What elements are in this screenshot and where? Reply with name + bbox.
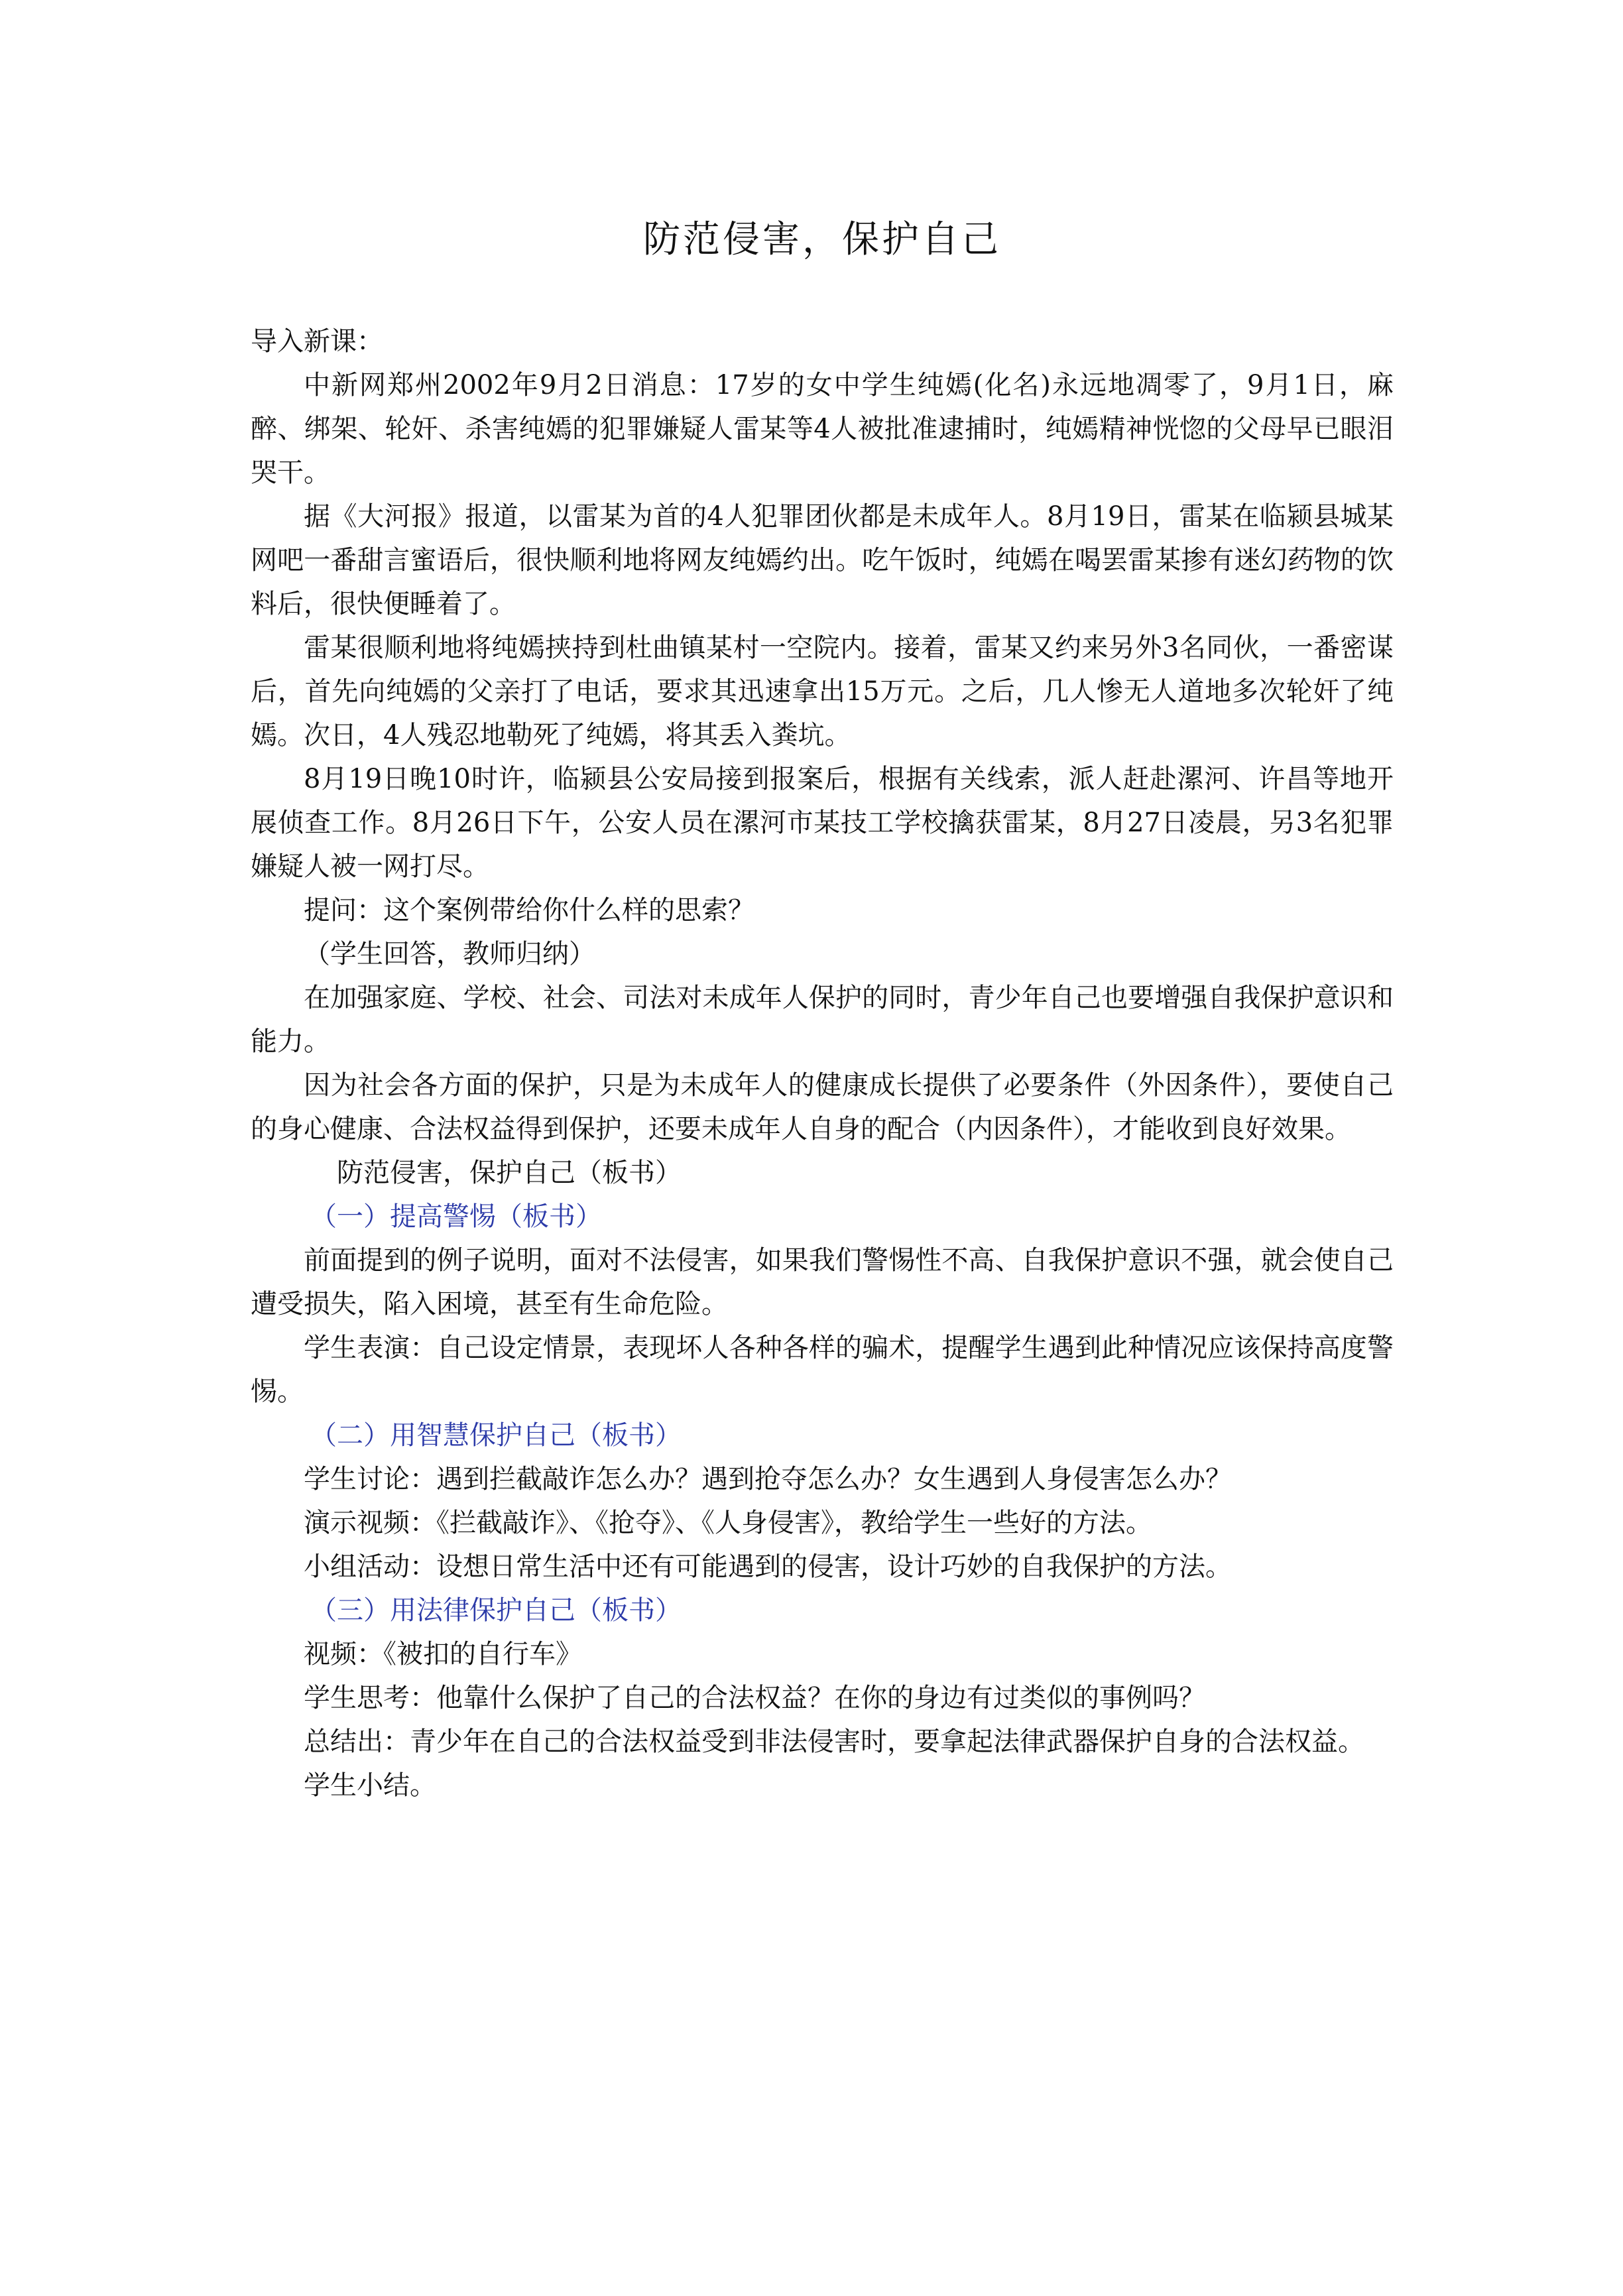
news-paragraph: 雷某很顺利地将纯嫣挟持到杜曲镇某村一空院内。接着，雷某又约来另外3名同伙，一番密谋后，首先向纯嫣的父亲打了电话，要求其迅速拿出15万元。之后，几人惨无人道地多次轮奸了纯嫣。次日，4人残忍地勒死了纯嫣，将其丢入粪坑。 xyxy=(251,633,1394,751)
closing-paragraph: 学生小结。 xyxy=(304,1770,436,1801)
answer-note: （学生回答，教师归纳） xyxy=(304,939,595,969)
intro-heading: 导入新课： xyxy=(251,326,383,357)
document-title: 防范侵害，保护自己 xyxy=(643,218,1001,261)
section-heading-1: （一）提高警惕（板书） xyxy=(310,1201,602,1232)
section-heading-3: （三）用法律保护自己（板书） xyxy=(310,1595,682,1626)
section-heading-2: （二）用智慧保护自己（板书） xyxy=(310,1420,682,1451)
document-page xyxy=(251,0,1394,2296)
summary-paragraph: 因为社会各方面的保护，只是为未成年人的健康成长提供了必要条件（外因条件），要使自己的身心健康、合法权益得到保护，还要未成年人自身的配合（内因条件），才能收到良好效果。 xyxy=(251,1070,1394,1144)
section-2-paragraph: 演示视频：《拦截敲诈》、《抢夺》、《人身侵害》，教给学生一些好的方法。 xyxy=(304,1508,1152,1538)
board-title: 防范侵害，保护自己（板书） xyxy=(337,1158,682,1188)
summary-paragraph: 在加强家庭、学校、社会、司法对未成年人保护的同时，青少年自己也要增强自我保护意识和能力。 xyxy=(251,983,1394,1057)
news-paragraph: 中新网郑州2002年9月2日消息：17岁的女中学生纯嫣(化名)永远地凋零了，9月1日，麻醉、绑架、轮奸、杀害纯嫣的犯罪嫌疑人雷某等4人被批准逮捕时，纯嫣精神恍惚的父母早已眼泪哭干。 xyxy=(251,370,1394,488)
question-paragraph: 提问：这个案例带给你什么样的思索？ xyxy=(304,895,754,926)
section-2-paragraph: 学生讨论：遇到拦截敲诈怎么办？遇到抢夺怎么办？女生遇到人身侵害怎么办？ xyxy=(304,1464,1232,1494)
news-paragraph: 8月19日晚10时许，临颍县公安局接到报案后，根据有关线索，派人赶赴漯河、许昌等地开展侦查工作。8月26日下午，公安人员在漯河市某技工学校擒获雷某，8月27日凌晨，另3名犯罪嫌疑人被一网打尽。 xyxy=(251,764,1394,882)
section-3-paragraph: 学生思考：他靠什么保护了自己的合法权益？在你的身边有过类似的事例吗？ xyxy=(304,1683,1205,1713)
section-3-paragraph: 总结出：青少年在自己的合法权益受到非法侵害时，要拿起法律武器保护自身的合法权益。 xyxy=(304,1726,1364,1757)
section-1-paragraph: 学生表演：自己设定情景，表现坏人各种各样的骗术，提醒学生遇到此种情况应该保持高度警惕。 xyxy=(251,1333,1394,1407)
section-3-paragraph: 视频：《被扣的自行车》 xyxy=(304,1639,582,1669)
section-1-paragraph: 前面提到的例子说明，面对不法侵害，如果我们警惕性不高、自我保护意识不强，就会使自己遭受损失，陷入困境，甚至有生命危险。 xyxy=(251,1245,1394,1319)
news-paragraph: 据《大河报》报道，以雷某为首的4人犯罪团伙都是未成年人。8月19日，雷某在临颍县城某网吧一番甜言蜜语后，很快顺利地将网友纯嫣约出。吃午饭时，纯嫣在喝罢雷某掺有迷幻药物的饮料后，很快便睡着了。 xyxy=(251,501,1394,619)
document-body xyxy=(251,320,1394,1807)
section-2-paragraph: 小组活动：设想日常生活中还有可能遇到的侵害，设计巧妙的自我保护的方法。 xyxy=(304,1551,1232,1582)
